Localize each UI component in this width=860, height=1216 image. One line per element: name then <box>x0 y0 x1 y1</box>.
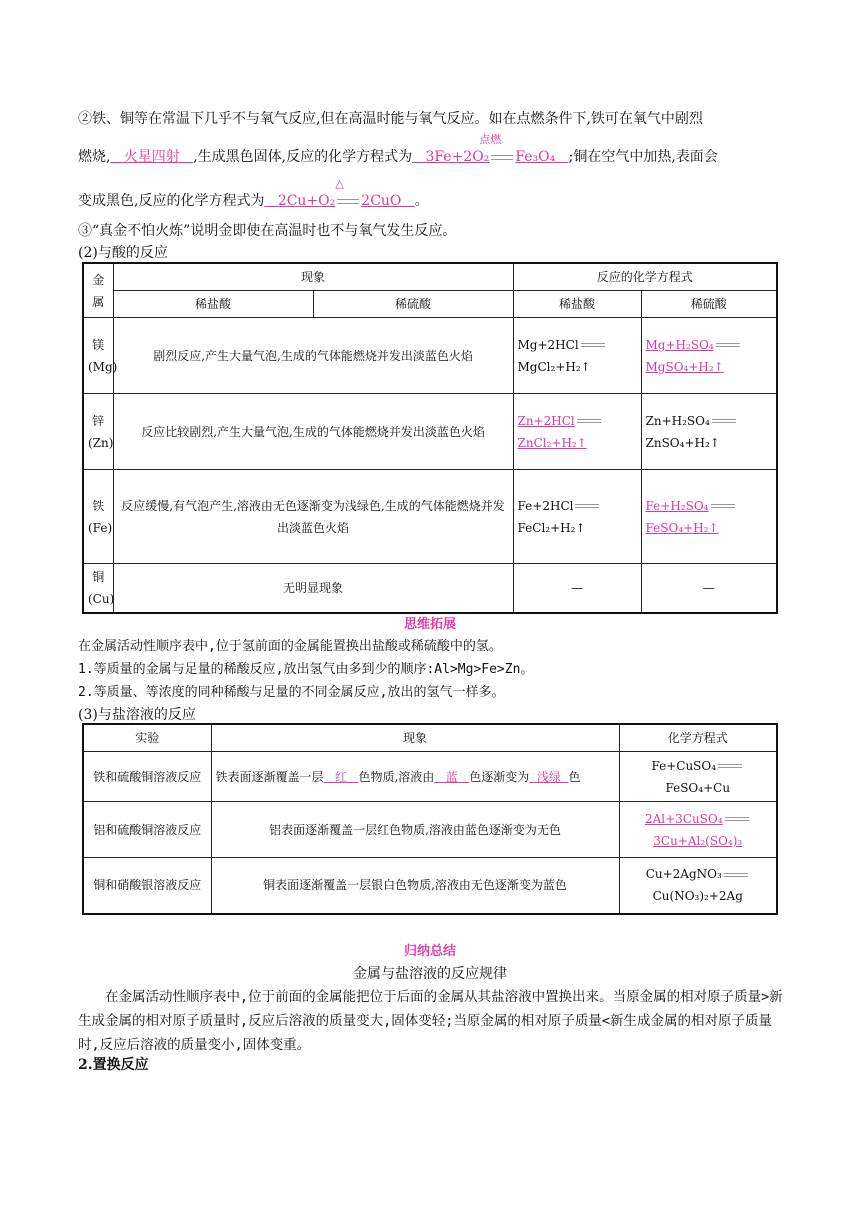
header-metal: 金属 <box>83 263 113 318</box>
eq-condition: △ <box>335 177 344 190</box>
answer-text: 红 <box>334 769 347 784</box>
header-h2so4-eq: 稀硫酸 <box>641 291 777 318</box>
eq-right: Fe₃O₄ <box>515 149 556 165</box>
eq-left: Fe+2HCl <box>517 498 574 513</box>
intro-line-2 <box>78 133 718 166</box>
metal-name: 铜 <box>92 570 105 584</box>
text: 。 <box>414 193 429 209</box>
thinking-line-1: 在金属活动性顺序表中,位于氢前面的金属能置换出盐酸或稀硫酸中的氢。 <box>78 639 502 654</box>
header-equation: 反应的化学方程式 <box>513 263 777 291</box>
answer-text: 火星四射 <box>123 149 180 165</box>
phenomenon-cell: 铜表面逐渐覆盖一层银白色物质,溶液由无色逐渐变为蓝色 <box>211 858 619 914</box>
section-displacement: 2.置换反应 <box>78 1057 149 1073</box>
equation-cell <box>513 470 641 564</box>
answer-blank <box>110 149 193 165</box>
eq-right: ZnSO₄+H₂↑ <box>645 435 720 450</box>
metal-name: 镁 <box>92 337 105 352</box>
metal-cell <box>83 564 113 614</box>
eq-left: 2Cu+O₂ <box>277 193 336 209</box>
answer-blank <box>434 770 469 784</box>
eq-right: FeCl₂+H₂↑ <box>517 520 586 535</box>
equation-cell <box>619 752 777 802</box>
thinking-line-3: 2.等质量、等浓度的同种稀酸与足量的不同金属反应,放出的氢气一样多。 <box>78 685 505 700</box>
text: 色物质,溶液由 <box>358 769 435 784</box>
eq-right: ZnCl₂+H₂↑ <box>517 435 587 450</box>
answer-text: 浅绿 <box>536 769 561 784</box>
equation-iron-oxygen <box>412 133 569 165</box>
phenomenon-cell: 无明显现象 <box>113 564 513 614</box>
eq-condition: 点燃 <box>479 133 502 146</box>
text: 色 <box>568 769 581 784</box>
experiment-cell: 铝和硫酸铜溶液反应 <box>83 802 211 858</box>
thinking-title: 思维拓展 <box>403 617 456 632</box>
text: 变成黑色,反应的化学方程式为 <box>78 193 265 209</box>
experiment-cell: 铜和硝酸银溶液反应 <box>83 858 211 914</box>
intro-line-3 <box>78 177 429 210</box>
subsection-salt: (3)与盐溶液的反应 <box>78 707 196 723</box>
phenomenon-cell: 铝表面逐渐覆盖一层红色物质,溶液由蓝色逐渐变为无色 <box>211 802 619 858</box>
table-row <box>83 858 777 914</box>
answer-equation-cell <box>619 802 777 858</box>
equation-cell <box>619 858 777 914</box>
header-equation: 化学方程式 <box>619 724 777 752</box>
eq-left: Fe+CuSO₄ <box>651 758 717 773</box>
text: 燃烧, <box>78 149 111 165</box>
table-row <box>83 802 777 858</box>
eq-left: Cu+2AgNO₃ <box>645 867 722 882</box>
text: ;铜在空气中加热,表面会 <box>568 149 718 165</box>
acid-reaction-table <box>82 262 778 614</box>
equation-copper-oxygen <box>264 177 414 209</box>
eq-left: 2Al+3CuSO₄ <box>644 811 723 826</box>
header-h2so4: 稀硫酸 <box>313 291 513 318</box>
metal-cell <box>83 470 113 564</box>
eq-right: MgCl₂+H₂↑ <box>517 359 591 374</box>
eq-left: Zn+H₂SO₄ <box>645 413 710 428</box>
answer-equation-cell <box>641 318 777 394</box>
phenomenon-cell: 反应缓慢,有气泡产生,溶液由无色逐渐变为浅绿色,生成的气体能燃烧并发出淡蓝色火焰 <box>113 470 513 564</box>
equation-cell <box>513 318 641 394</box>
intro-line-1: ②铁、铜等在常温下几乎不与氧气反应,但在高温时能与氧气反应。如在点燃条件下,铁可在氧气中剧烈 <box>78 111 703 127</box>
eq-left: Mg+2HCl <box>517 337 579 352</box>
intro-line-4: ③“真金不怕火炼”说明金即使在高温时也不与氧气发生反应。 <box>78 223 457 239</box>
answer-equation-cell <box>513 394 641 470</box>
header-hcl: 稀盐酸 <box>113 291 313 318</box>
eq-left: Mg+H₂SO₄ <box>645 337 714 352</box>
header-hcl-eq: 稀盐酸 <box>513 291 641 318</box>
header-phenomenon: 现象 <box>113 263 513 291</box>
phenomenon-cell <box>211 752 619 802</box>
table-row <box>83 318 777 394</box>
metal-name: 铁 <box>92 498 105 513</box>
metal-symbol: (Fe) <box>88 520 113 535</box>
answer-blank <box>529 770 568 784</box>
eq-right: 3Cu+Al₂(SO₄)₃ <box>653 833 743 848</box>
eq-right: Cu(NO₃)₂+2Ag <box>652 889 743 904</box>
metal-cell <box>83 394 113 470</box>
answer-text: 蓝 <box>445 769 458 784</box>
thinking-line-2: 1.等质量的金属与足量的稀酸反应,放出氢气由多到少的顺序:Al>Mg>Fe>Zn。 <box>78 662 534 677</box>
equation-cell: — <box>641 564 777 614</box>
metal-symbol: (Zn) <box>88 435 114 450</box>
equation-cell: — <box>513 564 641 614</box>
experiment-cell: 铁和硫酸铜溶液反应 <box>83 752 211 802</box>
salt-reaction-table <box>82 723 778 915</box>
eq-right: FeSO₄+Cu <box>665 780 731 795</box>
metal-symbol: (Mg) <box>88 359 118 374</box>
metal-cell <box>83 318 118 394</box>
summary-subtitle: 金属与盐溶液的反应规律 <box>353 966 507 982</box>
metal-symbol: (Cu) <box>88 592 115 606</box>
table-row <box>83 470 777 564</box>
eq-right: MgSO₄+H₂↑ <box>645 359 724 374</box>
eq-right: FeSO₄+H₂↑ <box>645 520 719 535</box>
text: ,生成黑色固体,反应的化学方程式为 <box>193 149 413 165</box>
table-row <box>83 564 777 614</box>
summary-paragraph: 在金属活动性顺序表中,位于前面的金属能把位于后面的金属从其盐溶液中置换出来。当原金属的相对原子质量>新生成金属的相对原子质量时,反应后溶液的质量变大,固体变轻;当原金属的相对原子质量<新生成金属的相对原子质量时,反应后溶液的质量变小,固体变重。 <box>78 989 783 1053</box>
eq-left: Zn+2HCl <box>517 413 575 428</box>
table-row <box>83 752 777 802</box>
answer-blank <box>324 770 359 784</box>
header-phenomenon: 现象 <box>211 724 619 752</box>
equation-cell <box>641 394 777 470</box>
metal-name: 锌 <box>92 413 105 428</box>
eq-left: Fe+H₂SO₄ <box>645 498 709 513</box>
text: 色逐渐变为 <box>469 769 530 784</box>
eq-left: 3Fe+2O₂ <box>425 149 490 165</box>
summary-title: 归纳总结 <box>403 944 456 959</box>
header-experiment: 实验 <box>83 724 211 752</box>
text: 铁表面逐渐覆盖一层 <box>215 769 324 784</box>
subsection-acid: (2)与酸的反应 <box>78 245 168 261</box>
phenomenon-cell: 反应比较剧烈,产生大量气泡,生成的气体能燃烧并发出淡蓝色火焰 <box>113 394 513 470</box>
eq-right: 2CuO <box>361 193 402 209</box>
phenomenon-cell: 剧烈反应,产生大量气泡,生成的气体能燃烧并发出淡蓝色火焰 <box>113 318 513 394</box>
answer-equation-cell <box>641 470 777 564</box>
table-row <box>83 394 777 470</box>
